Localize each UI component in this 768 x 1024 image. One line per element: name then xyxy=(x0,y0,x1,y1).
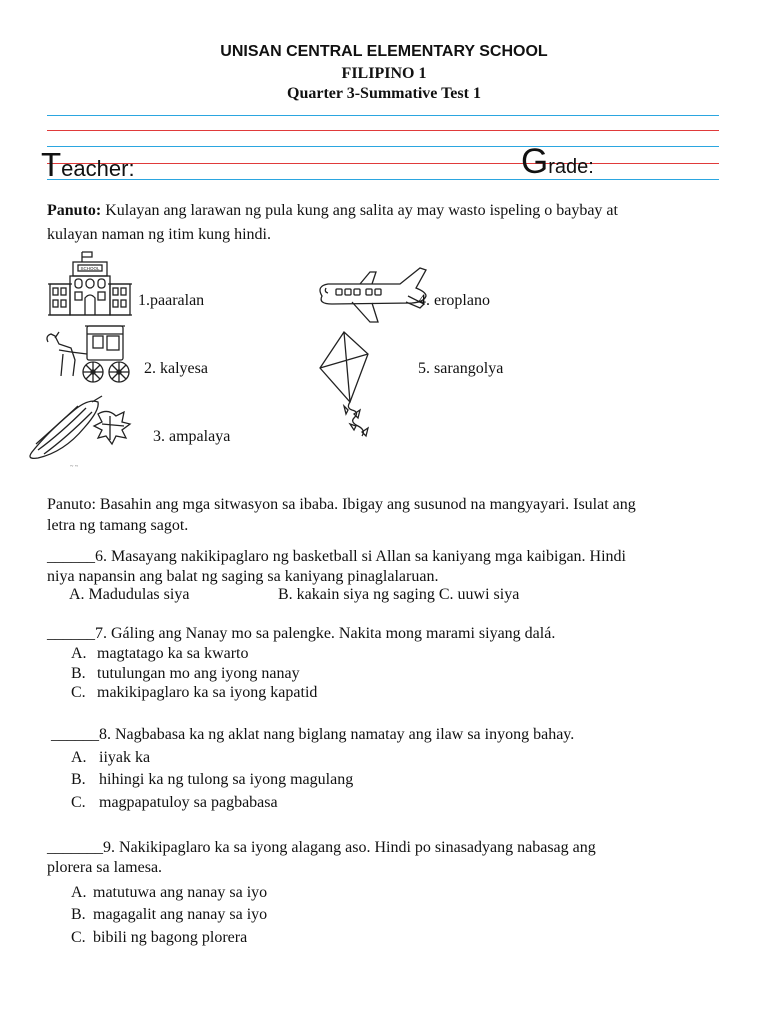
choice-text: magpapatuloy sa pagbabasa xyxy=(99,794,278,811)
rule-line-red-1 xyxy=(47,130,719,131)
choice-text: magtatago ka sa kwarto xyxy=(97,645,249,662)
rule-line-blue-1 xyxy=(47,115,719,116)
choice-text: hihingi ka ng tulong sa iyong magulang xyxy=(99,771,354,788)
grade-field[interactable] xyxy=(521,142,594,186)
choice-letter: A. xyxy=(71,645,87,662)
question-8-choice-a[interactable] xyxy=(71,748,150,768)
grade-initial: G xyxy=(521,142,549,181)
svg-text:~ ~: ~ ~ xyxy=(70,464,78,470)
subject-title: FILIPINO 1 xyxy=(341,65,427,82)
teacher-initial: T xyxy=(41,146,62,183)
rule-line-blue-2 xyxy=(47,146,719,147)
school-sign-text: SCHOOL xyxy=(80,266,100,271)
kite-icon xyxy=(316,330,396,440)
question-8-choice-b[interactable] xyxy=(71,770,353,790)
teacher-label: eacher: xyxy=(61,156,135,181)
choice-letter: C. xyxy=(71,929,86,946)
question-8-stem: ______8. Nagbabasa ka ng aklat nang biglang namatay ang ilaw sa inyong bahay. xyxy=(51,726,575,743)
question-6-line-1: ______6. Masayang nakikipaglaro ng basketball si Allan sa kaniyang mga kaibigan. Hindi xyxy=(47,548,626,565)
question-6 xyxy=(47,547,747,587)
choice-letter: A. xyxy=(71,749,87,766)
choice-text: bibili ng bagong plorera xyxy=(93,929,248,946)
item-5-label: 5. sarangolya xyxy=(418,360,504,377)
question-6-choice-bc[interactable]: B. kakain siya ng saging C. uuwi siya xyxy=(278,586,520,603)
choice-text: iiyak ka xyxy=(99,749,151,766)
teacher-field[interactable] xyxy=(41,148,135,189)
school-building-icon xyxy=(48,250,132,316)
part1-instruction xyxy=(47,201,737,245)
part2-instruction-line-1: Panuto: Basahin ang mga sitwasyon sa ibaba. Ibigay ang susunod na mangyayari. Isulat ang xyxy=(47,496,636,513)
question-7-choice-a[interactable] xyxy=(71,644,249,664)
question-7-choice-b[interactable] xyxy=(71,664,300,684)
rule-line-red-2 xyxy=(47,163,719,164)
item-3-label: 3. ampalaya xyxy=(153,428,231,445)
choice-letter: B. xyxy=(71,665,86,682)
school-name: UNISAN CENTRAL ELEMENTARY SCHOOL xyxy=(220,43,548,60)
question-9-choice-c[interactable] xyxy=(71,928,247,948)
question-7-stem: ______7. Gáling ang Nanay mo sa palengke. Nakita mong marami siyang dalá. xyxy=(47,625,556,642)
question-9-line-1: _______9. Nakikipaglaro ka sa iyong alagang aso. Hindi po sinasadyang nabasag ang xyxy=(47,839,596,856)
question-8-choice-c[interactable] xyxy=(71,793,278,813)
question-6-line-2: niya napansin ang balat ng saging sa kaniyang pinaglalaruan. xyxy=(47,568,439,585)
choice-text: matutuwa ang nanay sa iyo xyxy=(93,884,268,901)
choice-letter: C. xyxy=(71,684,86,701)
test-title: Quarter 3-Summative Test 1 xyxy=(287,85,481,102)
choice-text: makikipaglaro ka sa iyong kapatid xyxy=(97,684,318,701)
question-6-choice-a[interactable]: A. Madudulas siya xyxy=(69,586,190,603)
question-9-choice-b[interactable] xyxy=(71,905,267,925)
question-9 xyxy=(47,838,747,878)
grade-label: rade: xyxy=(548,156,594,178)
airplane-icon xyxy=(312,266,430,326)
part2-instruction xyxy=(47,495,747,536)
item-2-label: 2. kalyesa xyxy=(144,360,208,377)
panuto-label: Panuto: xyxy=(47,202,102,219)
item-1-label: 1.paaralan xyxy=(138,292,205,309)
bitter-gourd-icon xyxy=(24,394,136,472)
question-9-line-2: plorera sa lamesa. xyxy=(47,859,163,876)
rule-line-blue-3 xyxy=(47,179,719,180)
item-4-label: 4. eroplano xyxy=(418,292,490,309)
choice-letter: B. xyxy=(71,771,86,788)
question-7-choice-c[interactable] xyxy=(71,683,317,703)
choice-letter: C. xyxy=(71,794,86,811)
instruction-line-1: Kulayan ang larawan ng pula kung ang salita ay may wasto ispeling o baybay at xyxy=(105,202,618,219)
choice-letter: B. xyxy=(71,906,86,923)
choice-letter: A. xyxy=(71,884,87,901)
choice-text: magagalit ang nanay sa iyo xyxy=(93,906,268,923)
part2-instruction-line-2: letra ng tamang sagot. xyxy=(47,517,189,534)
horse-carriage-icon xyxy=(45,320,133,386)
instruction-line-2: kulayan naman ng itim kung hindi. xyxy=(47,226,271,243)
choice-text: tutulungan mo ang iyong nanay xyxy=(97,665,300,682)
question-9-choice-a[interactable] xyxy=(71,883,267,903)
